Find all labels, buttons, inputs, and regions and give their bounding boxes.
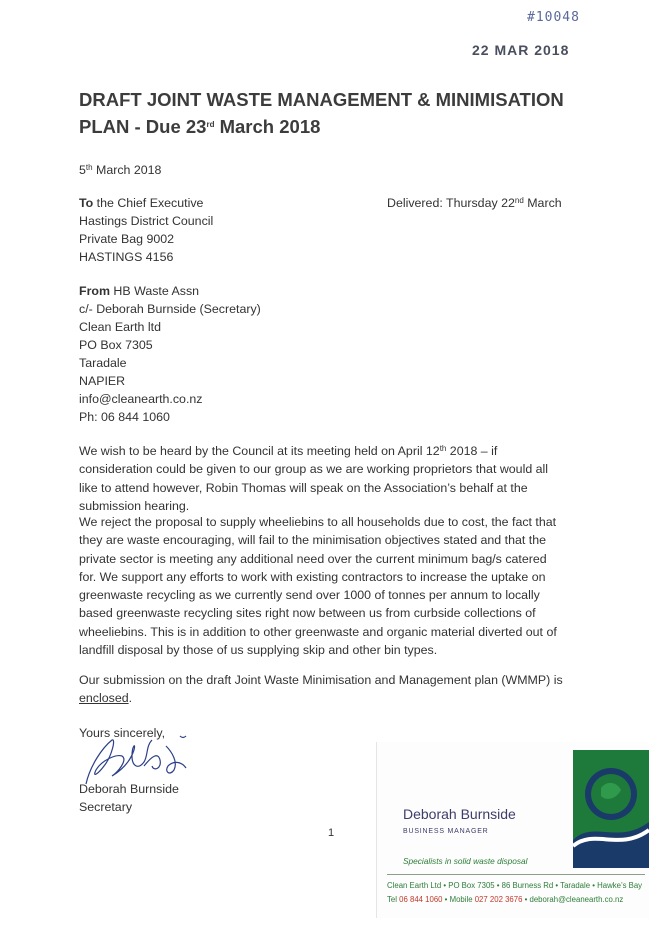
paragraph-submission: Our submission on the draft Joint Waste Minimisation and Management plan (WMMP) is enclosed. <box>79 673 563 706</box>
paragraph-wheeliebins: We reject the proposal to supply wheeliebins to all households due to cost, the fact that they are waste encouraging, will fail to the minimisation objectives stated and that the private sector is meeting any additional need over the current minimum bag/s catered for. We support any efforts to work with existing contractors to increase the uptake on greenwaste recycling as we currently send over 1000 of tonnes per annum to locally based greenwaste recycling sites right now between us from curbside collections of wheeliebins. This is in addition to other greenwaste and organic material diverted out of landfill disposal by those of us supplying skip and other bin types. <box>79 515 557 658</box>
handwritten-reference: #10048 <box>527 10 580 25</box>
title-line-2: PLAN - Due 23rd March 2018 <box>79 116 321 137</box>
signature-image <box>82 726 192 788</box>
signatory-role: Secretary <box>79 800 133 814</box>
title-line-1: DRAFT JOINT WASTE MANAGEMENT & MINIMISATION <box>79 89 564 110</box>
document-title <box>79 86 599 140</box>
from-label: From <box>79 284 110 298</box>
card-email: • deborah@cleanearth.co.nz <box>524 895 624 904</box>
received-date-stamp: 22 MAR 2018 <box>472 42 570 58</box>
card-address: Clean Earth Ltd • PO Box 7305 • 86 Burness Rd • Taradale • Hawke’s Bay <box>387 881 643 890</box>
card-divider <box>387 874 645 875</box>
delivered-note: Delivered: Thursday 22nd March <box>387 196 562 210</box>
to-label: To <box>79 196 94 210</box>
business-card <box>376 742 649 918</box>
letter-date: 5th March 2018 <box>79 163 162 177</box>
card-title: BUSINESS MANAGER <box>403 828 489 835</box>
recipient-block: To the Chief Executive Hastings District Council Private Bag 9002 HASTINGS 4156 <box>79 196 214 264</box>
paragraph-hearing: We wish to be heard by the Council at its meeting held on April 12th 2018 – if consideration could be given to our group as we are working proprietors that would all like to attend however, Robin Thomas will speak on the Association’s behalf at the submission hearing. <box>79 444 549 513</box>
card-contact: Tel 06 844 1060 • Mobile 027 202 3676 • deborah@cleanearth.co.nz <box>387 895 624 904</box>
card-name: Deborah Burnside <box>403 806 516 822</box>
page-number: 1 <box>328 827 335 839</box>
sender-block: From HB Waste Assn c/- Deborah Burnside (Secretary) Clean Earth ltd PO Box 7305 Taradale NAPIER info@cleanearth.co.nz Ph: 06 844 1060 <box>79 284 261 424</box>
card-mobile: 027 202 3676 <box>474 895 523 904</box>
card-tel: 06 844 1060 <box>399 895 443 904</box>
signatory-name: Deborah Burnside <box>79 782 179 796</box>
salutation: Yours sincerely, <box>79 726 166 740</box>
card-tagline: Specialists in solid waste disposal <box>403 856 528 866</box>
clean-earth-logo <box>573 750 649 868</box>
